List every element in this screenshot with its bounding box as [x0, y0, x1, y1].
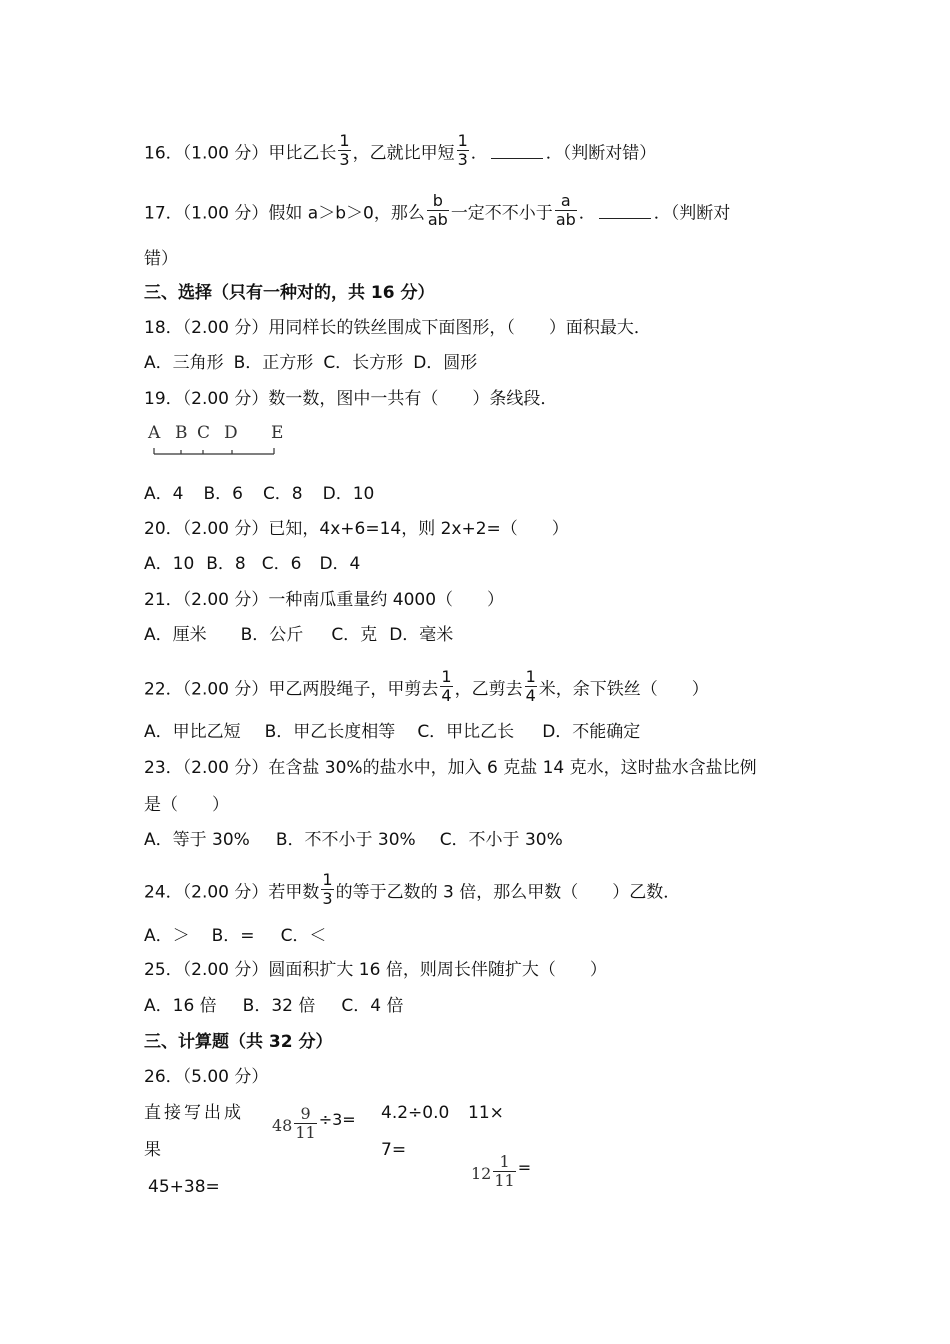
question-19: 19．（2.00 分）数一数，图中一共有（ ）条线段．: [144, 389, 558, 409]
fraction: [427, 193, 449, 228]
option-c[interactable]: C．8: [262, 484, 303, 504]
option-c[interactable]: C．不小于 30%: [439, 830, 563, 850]
answer-blank[interactable]: [491, 144, 543, 159]
options-20: [144, 553, 388, 575]
expression-1: [272, 1106, 356, 1141]
option-b[interactable]: B．公斤: [240, 625, 304, 645]
expression-5: 45+38=: [148, 1177, 220, 1197]
question-text: 24．（2.00 分）若甲数: [144, 882, 320, 903]
question-text: ，乙就比甲短: [352, 143, 455, 164]
option-a[interactable]: A．16 倍: [144, 996, 217, 1016]
question-text: ，乙剪去: [454, 679, 523, 700]
question-text: ．: [578, 203, 596, 224]
option-b[interactable]: B．8: [206, 554, 246, 574]
question-text: 米，余下铁丝（ ）: [538, 679, 709, 700]
options-25: [144, 995, 431, 1017]
question-22: [144, 667, 709, 707]
fraction-denominator: 3: [457, 150, 468, 169]
options-23: [144, 829, 591, 851]
option-b[interactable]: B．不不小于 30%: [275, 830, 416, 850]
fraction-denominator: 11: [295, 1123, 316, 1142]
options-18: [144, 352, 505, 374]
option-c[interactable]: C．长方形: [323, 353, 404, 373]
option-b[interactable]: B．32 倍: [242, 996, 316, 1016]
question-17-cont: 错）: [144, 249, 178, 269]
q26-label: 直接写出成: [144, 1103, 244, 1123]
question-text: 一定不不小于: [450, 203, 553, 224]
fraction-denominator: 4: [441, 686, 452, 705]
answer-blank[interactable]: [599, 204, 651, 219]
options-24: [144, 925, 354, 947]
question-26: 26．（5.00 分）: [144, 1067, 269, 1087]
fraction-denominator: 11: [494, 1171, 515, 1190]
option-a[interactable]: A．厘米: [144, 625, 207, 645]
question-18: 18．（2.00 分）用同样长的铁丝围成下面图形，（ ）面积最大．: [144, 318, 651, 338]
fraction-denominator: 3: [322, 889, 333, 908]
question-text: ．（判断对: [653, 203, 731, 224]
fraction: [555, 193, 577, 228]
point-label-a: A: [148, 423, 161, 443]
fraction: [440, 669, 452, 704]
options-19: [144, 483, 402, 505]
fraction-numerator: 9: [300, 1104, 311, 1123]
option-a[interactable]: A．＞: [144, 926, 190, 946]
question-20: 20．（2.00 分）已知，4x+6=14，则 2x+2=（ ）: [144, 519, 569, 539]
fraction-denominator: ab: [555, 210, 576, 229]
question-16: [144, 131, 657, 171]
question-score: （1.00 分）: [182, 143, 269, 164]
question-21: 21．（2.00 分）一种南瓜重量约 4000（ ）: [144, 590, 505, 610]
fraction: [493, 1154, 515, 1189]
question-number: 17．: [144, 203, 183, 224]
option-c[interactable]: C．6: [261, 554, 302, 574]
options-21: [144, 624, 481, 646]
question-23-cont: 是（ ）: [144, 795, 229, 815]
mixed-whole: 12: [471, 1163, 492, 1183]
option-c[interactable]: C．克: [331, 625, 378, 645]
question-24: [144, 870, 681, 910]
question-25: 25．（2.00 分）圆面积扩大 16 倍，则周长伴随扩大（ ）: [144, 960, 607, 980]
question-text: 的等于乙数的 3 倍，那么甲数（ ）乙数．: [335, 882, 681, 903]
question-text: ．（判断对错）: [545, 143, 657, 164]
fraction-numerator: 1: [322, 870, 333, 889]
mixed-whole: 48: [272, 1115, 293, 1135]
option-c[interactable]: C．＜: [280, 926, 327, 946]
expression-2-cont: 7=: [381, 1140, 407, 1160]
fraction-denominator: ab: [427, 210, 448, 229]
option-a[interactable]: A．三角形: [144, 353, 224, 373]
fraction: [321, 872, 333, 907]
option-a[interactable]: A．等于 30%: [144, 830, 250, 850]
fraction: [294, 1106, 316, 1141]
question-score: （1.00 分）: [182, 203, 269, 224]
section-heading: 三、计算题（共 32 分）: [144, 1032, 333, 1052]
fraction-denominator: 4: [525, 686, 536, 705]
expression-rest: =: [517, 1157, 532, 1177]
fraction: [525, 669, 537, 704]
point-label-e: E: [271, 423, 284, 443]
option-d[interactable]: D．圆形: [413, 353, 478, 373]
section-heading: 三、选择（只有一种对的，共 16 分）: [144, 283, 435, 303]
fraction-numerator: 1: [339, 131, 350, 150]
option-b[interactable]: B．正方形: [233, 353, 314, 373]
option-d[interactable]: D．10: [322, 484, 375, 504]
question-text: ．: [470, 143, 488, 164]
question-text: 甲比乙长: [268, 143, 337, 164]
question-23: 23．（2.00 分）在含盐 30%的盐水中，加入 6 克盐 14 克水，这时盐水含盐比例: [144, 758, 757, 778]
option-d[interactable]: D．毫米: [389, 625, 454, 645]
fraction-numerator: 1: [457, 131, 468, 150]
option-a[interactable]: A．4: [144, 484, 184, 504]
options-22: [144, 721, 668, 743]
fraction: [457, 133, 469, 168]
question-text: 22．（2.00 分）甲乙两股绳子，甲剪去: [144, 679, 439, 700]
fraction-numerator: 1: [441, 667, 452, 686]
fraction-numerator: a: [560, 191, 571, 210]
question-number: 16．: [144, 143, 183, 164]
option-c[interactable]: C．4 倍: [341, 996, 404, 1016]
point-label-d: D: [224, 423, 238, 443]
option-b[interactable]: B．=: [211, 926, 255, 946]
point-label-c: C: [197, 423, 211, 443]
option-c[interactable]: C．甲比乙长: [417, 722, 515, 742]
expression-3: 11×: [468, 1103, 504, 1123]
q26-label-cont: 果: [144, 1140, 161, 1160]
expression-2: 4.2÷0.0: [381, 1103, 450, 1123]
line-segment-figure: [146, 421, 286, 461]
option-b[interactable]: B．甲乙长度相等: [264, 722, 396, 742]
option-b[interactable]: B．6: [203, 484, 243, 504]
option-d[interactable]: D．4: [319, 554, 361, 574]
question-17: [144, 191, 731, 231]
expression-rest: ÷3=: [318, 1109, 356, 1129]
option-d[interactable]: D．不能确定: [542, 722, 641, 742]
fraction-numerator: b: [432, 191, 443, 210]
fraction-denominator: 3: [339, 150, 350, 169]
option-a[interactable]: A．甲比乙短: [144, 722, 241, 742]
question-text: 假如 a＞b＞0，那么: [268, 203, 425, 224]
option-a[interactable]: A．10: [144, 554, 195, 574]
expression-4: [471, 1154, 531, 1189]
fraction-numerator: 1: [525, 667, 536, 686]
point-label-b: B: [175, 423, 188, 443]
fraction-numerator: 1: [499, 1152, 510, 1171]
fraction: [338, 133, 350, 168]
